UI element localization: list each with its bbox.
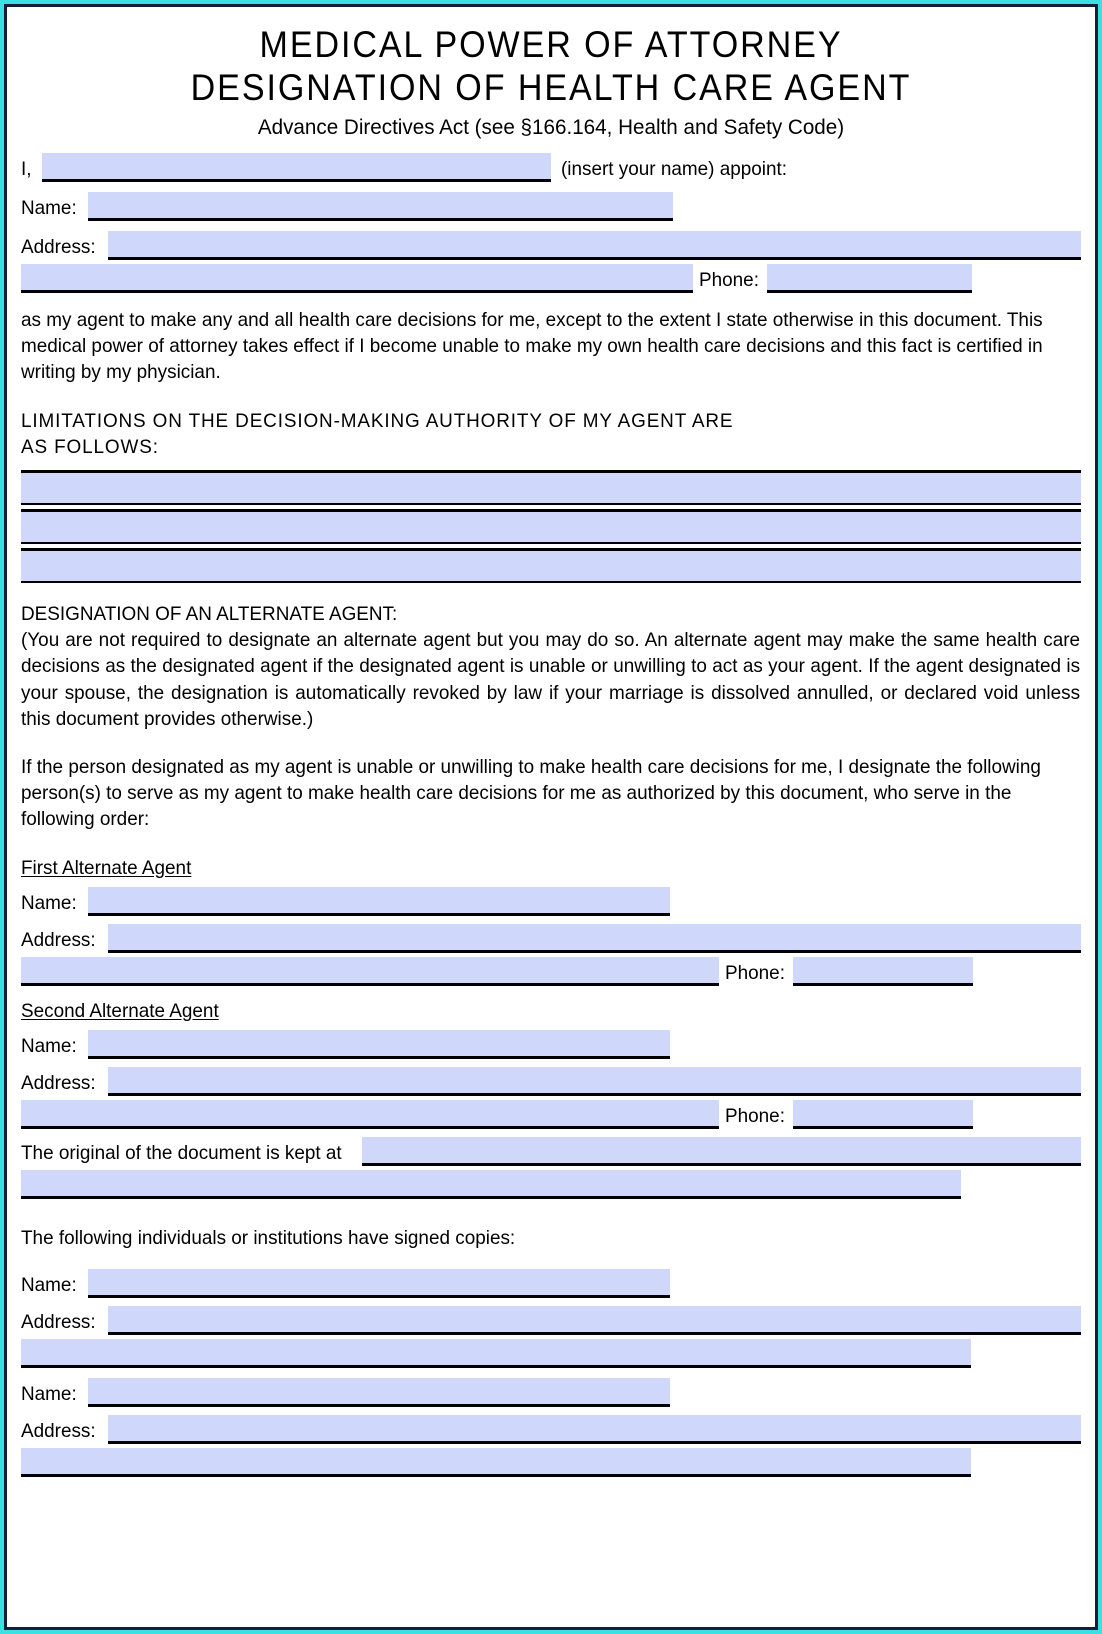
original-location-continuation-row bbox=[21, 1170, 1081, 1199]
alternate-agent-instruction: If the person designated as my agent is unable or unwilling to make health care decisions for me, I designate the following person(s) to serve as my agent to make health care decisions for me as authorized by this document, who serve in the following order: bbox=[21, 756, 1041, 831]
limitation-line-1[interactable] bbox=[21, 470, 1081, 505]
agent-phone-field[interactable] bbox=[767, 264, 972, 293]
signed-copy-2-address-field[interactable] bbox=[108, 1415, 1081, 1444]
agent-name-label: Name: bbox=[21, 197, 77, 219]
signed-copy-2-address-row bbox=[21, 1415, 1081, 1444]
agent-name-row bbox=[21, 192, 1081, 221]
limitations-heading-line-1: LIMITATIONS ON THE DECISION-MAKING AUTHORITY OF MY AGENT ARE bbox=[21, 409, 734, 432]
second-alt-address2-phone-row bbox=[21, 1100, 1081, 1129]
signed-copy-1-address-row bbox=[21, 1306, 1081, 1335]
limitations-lines bbox=[21, 470, 1081, 583]
signed-copy-2-name-label: Name: bbox=[21, 1383, 77, 1406]
alternate-agent-heading: DESIGNATION OF AN ALTERNATE AGENT: bbox=[21, 603, 398, 626]
first-alt-name-row bbox=[21, 887, 1081, 916]
second-alternate-agent-heading-text: Second Alternate Agent bbox=[21, 999, 219, 1022]
signed-copy-1-name-label: Name: bbox=[21, 1274, 77, 1297]
first-alt-phone-label: Phone: bbox=[725, 961, 785, 984]
alternate-agent-explanation: (You are not required to designate an alternate agent but you may do so. An alternate agent may make the same health care decisions as the designated agent if the designated agent is unable or unwilling to act as your agent. If the agent designated is your spouse, the designation is automatically revoked by law if your marriage is dissolved annulled, or declared void unless this document provides otherwise.) bbox=[21, 629, 1081, 730]
first-alt-name-field[interactable] bbox=[88, 887, 670, 916]
agent-phone-label: Phone: bbox=[699, 269, 759, 291]
first-alt-phone-field[interactable] bbox=[793, 957, 973, 986]
first-alternate-agent-heading bbox=[21, 855, 1080, 881]
second-alt-address-label: Address: bbox=[21, 1072, 96, 1095]
agent-address2-phone-row bbox=[21, 264, 1081, 293]
first-alternate-agent-heading-text: First Alternate Agent bbox=[21, 856, 192, 879]
signed-copy-1-name-row bbox=[21, 1269, 1081, 1298]
signed-copy-1-name-field[interactable] bbox=[88, 1269, 670, 1298]
signed-copy-2-name-row bbox=[21, 1378, 1081, 1407]
signed-copy-1-address-line2-field[interactable] bbox=[21, 1339, 971, 1368]
title-line-1: MEDICAL POWER OF ATTORNEY bbox=[259, 24, 843, 65]
signed-copy-2-name-field[interactable] bbox=[88, 1378, 670, 1407]
agent-address-row bbox=[21, 231, 1081, 260]
original-location-field[interactable] bbox=[362, 1137, 1081, 1166]
second-alt-phone-label: Phone: bbox=[725, 1105, 785, 1128]
first-alt-address2-phone-row bbox=[21, 957, 1081, 986]
signed-copy-entry bbox=[21, 1269, 1081, 1368]
page-subtitle: Advance Directives Act (see §166.164, Health and Safety Code) bbox=[257, 115, 845, 139]
first-alt-address-field[interactable] bbox=[108, 924, 1081, 953]
title-line-2: DESIGNATION OF HEALTH CARE AGENT bbox=[190, 67, 912, 108]
second-alternate-agent-heading bbox=[21, 998, 1080, 1024]
declarant-name-row bbox=[21, 153, 1081, 182]
limitation-line-2[interactable] bbox=[21, 509, 1081, 544]
signed-copy-2-address-label: Address: bbox=[21, 1420, 96, 1443]
second-alt-address-line2-field[interactable] bbox=[21, 1100, 719, 1129]
second-alt-address-row bbox=[21, 1067, 1081, 1096]
second-alt-phone-field[interactable] bbox=[793, 1100, 973, 1129]
original-location-row bbox=[21, 1137, 1081, 1166]
signed-copy-2-address2-row bbox=[21, 1448, 1081, 1477]
first-alt-address-row bbox=[21, 924, 1081, 953]
first-alt-address-label: Address: bbox=[21, 928, 96, 951]
i-label: I, bbox=[21, 158, 32, 180]
signed-copies-heading: The following individuals or institutions have signed copies: bbox=[21, 1227, 516, 1250]
second-alt-name-field[interactable] bbox=[88, 1030, 670, 1059]
limitations-heading-line-2: AS FOLLOWS: bbox=[21, 435, 159, 458]
agent-authority-paragraph: as my agent to make any and all health care decisions for me, except to the extent I state otherwise in this document. This medical power of attorney takes effect if I become unable to make my own health care decisions and this fact is certified in writing by my physician. bbox=[21, 309, 1043, 384]
second-alt-name-row bbox=[21, 1030, 1081, 1059]
signed-copy-entry bbox=[21, 1378, 1081, 1477]
first-alt-address-line2-field[interactable] bbox=[21, 957, 719, 986]
original-location-line2-field[interactable] bbox=[21, 1170, 961, 1199]
agent-name-field[interactable] bbox=[88, 192, 673, 221]
first-alt-name-label: Name: bbox=[21, 891, 77, 914]
signed-copy-1-address2-row bbox=[21, 1339, 1081, 1368]
agent-address-label: Address: bbox=[21, 236, 96, 258]
insert-your-name-hint: (insert your name) appoint: bbox=[560, 158, 787, 180]
declarant-name-field[interactable] bbox=[42, 153, 551, 182]
signed-copy-1-address-field[interactable] bbox=[108, 1306, 1081, 1335]
signed-copy-1-address-label: Address: bbox=[21, 1311, 96, 1334]
limitation-line-3[interactable] bbox=[21, 548, 1081, 583]
second-alt-address-field[interactable] bbox=[108, 1067, 1081, 1096]
original-location-label: The original of the document is kept at bbox=[21, 1142, 342, 1165]
agent-address-line2-field[interactable] bbox=[21, 264, 693, 293]
document-page bbox=[4, 4, 1098, 1630]
signed-copy-2-address-line2-field[interactable] bbox=[21, 1448, 971, 1477]
page-title bbox=[21, 23, 1081, 109]
agent-address-field[interactable] bbox=[108, 231, 1081, 260]
second-alt-name-label: Name: bbox=[21, 1035, 77, 1058]
